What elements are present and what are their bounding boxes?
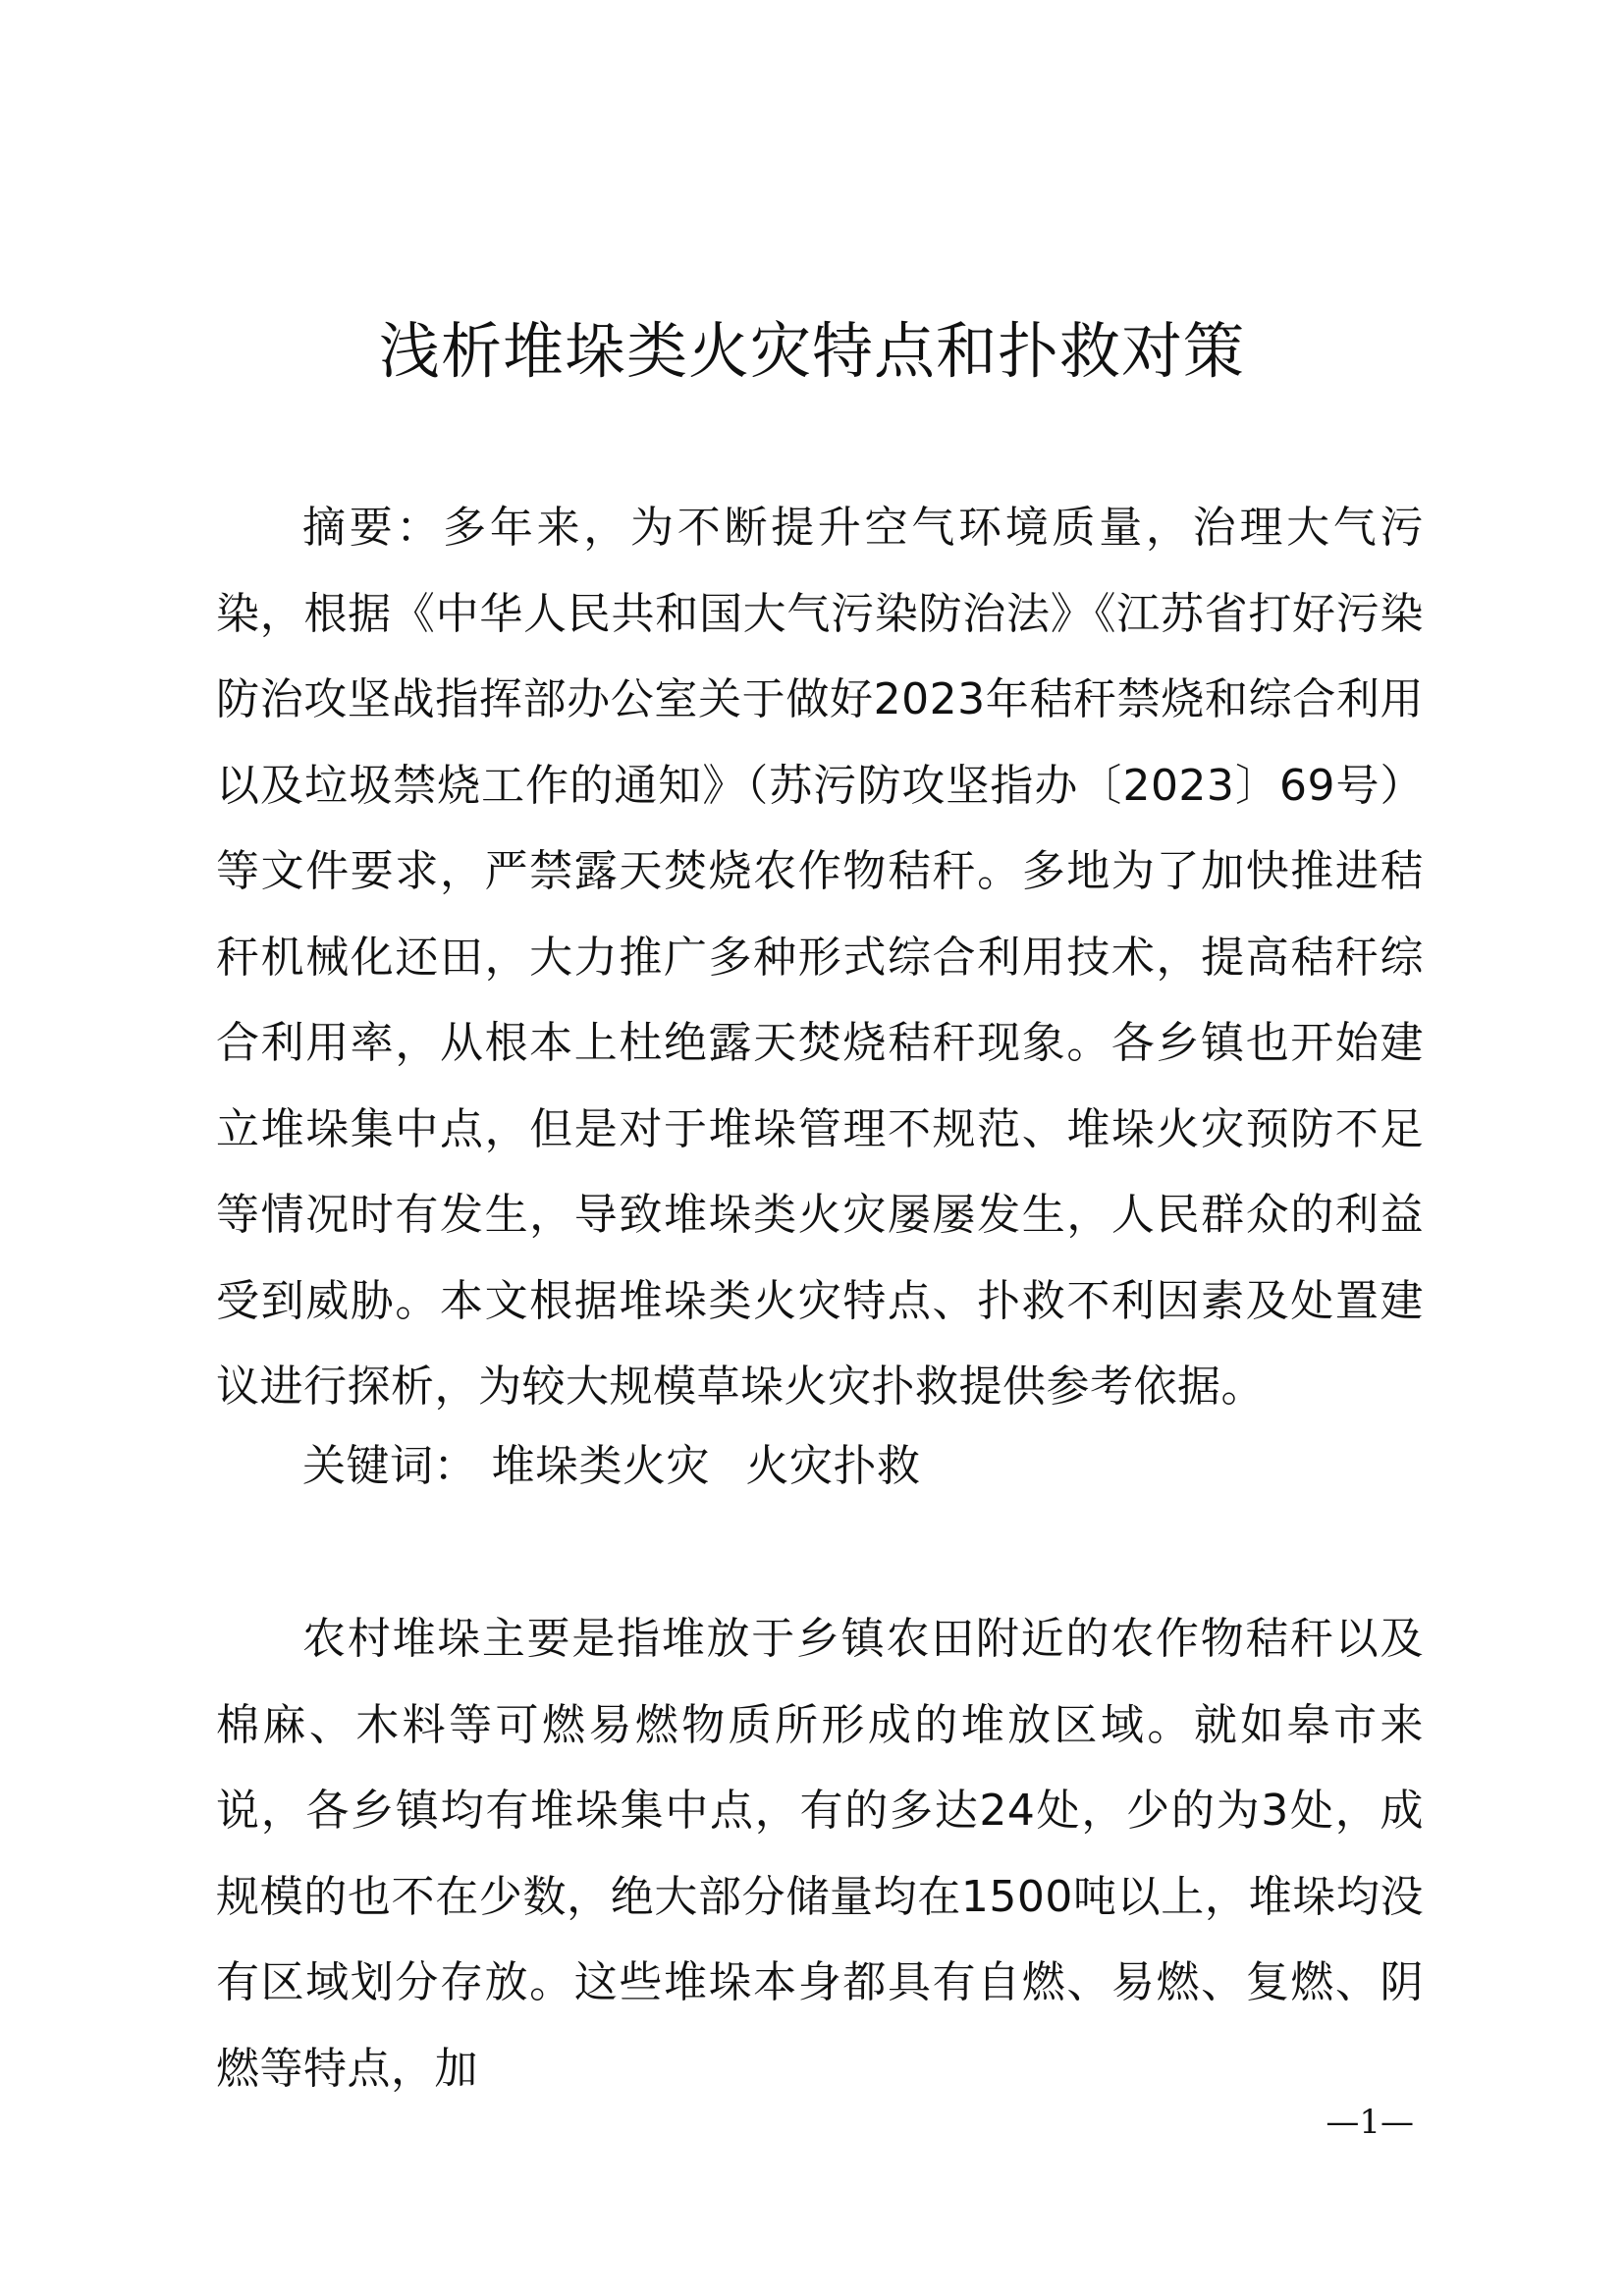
abstract-paragraph: 摘要：多年来，为不断提升空气环境质量，治理大气污染，根据《中华人民共和国大气污染防治法》《江苏省打好污染防治攻坚战指挥部办公室关于做好2023年秸秆禁烧和综合利用以及垃圾禁烧工作的通知》（苏污防攻坚指办〔2023〕69号）等文件要求，严禁露天焚烧农作物秸秆。多地为了加快推进秸秆机械化还田，大力推广多种形式综合利用技术，提高秸秆综合利用率，从根本上杜绝露天焚烧秸秆现象。各乡镇也开始建立堆垛集中点，但是对于堆垛管理不规范、堆垛火灾预防不足等情况时有发生，导致堆垛类火灾屡屡发生，人民群众的利益受到威胁。本文根据堆垛类火灾特点、扑救不利因素及处置建议进行探析，为较大规模草垛火灾扑救提供参考依据。 [216, 503, 1424, 1412]
body-paragraph: 农村堆垛主要是指堆放于乡镇农田附近的农作物秸秆以及棉麻、木料等可燃易燃物质所形成的堆放区域。就如皋市来说，各乡镇均有堆垛集中点，有的多达24处，少的为3处，成规模的也不在少数，绝大部分储量均在1500吨以上，堆垛均没有区域划分存放。这些堆垛本身都具有自燃、易燃、复燃、阴燃等特点，加 [216, 1614, 1424, 2094]
keywords-terms [492, 1441, 943, 1491]
keywords-section [216, 1423, 1424, 1510]
keywords-line [216, 1423, 1424, 1510]
page-title: 浅析堆垛类火灾特点和扑救对策 [378, 315, 1245, 387]
body-section [216, 1596, 1424, 2111]
page-number: —1— [1326, 2103, 1414, 2142]
keyword-term: 火灾扑救 [745, 1441, 921, 1491]
abstract-section [216, 485, 1424, 1430]
keywords-label: 关键词： [302, 1441, 477, 1491]
keyword-term: 堆垛类火灾 [491, 1441, 710, 1491]
